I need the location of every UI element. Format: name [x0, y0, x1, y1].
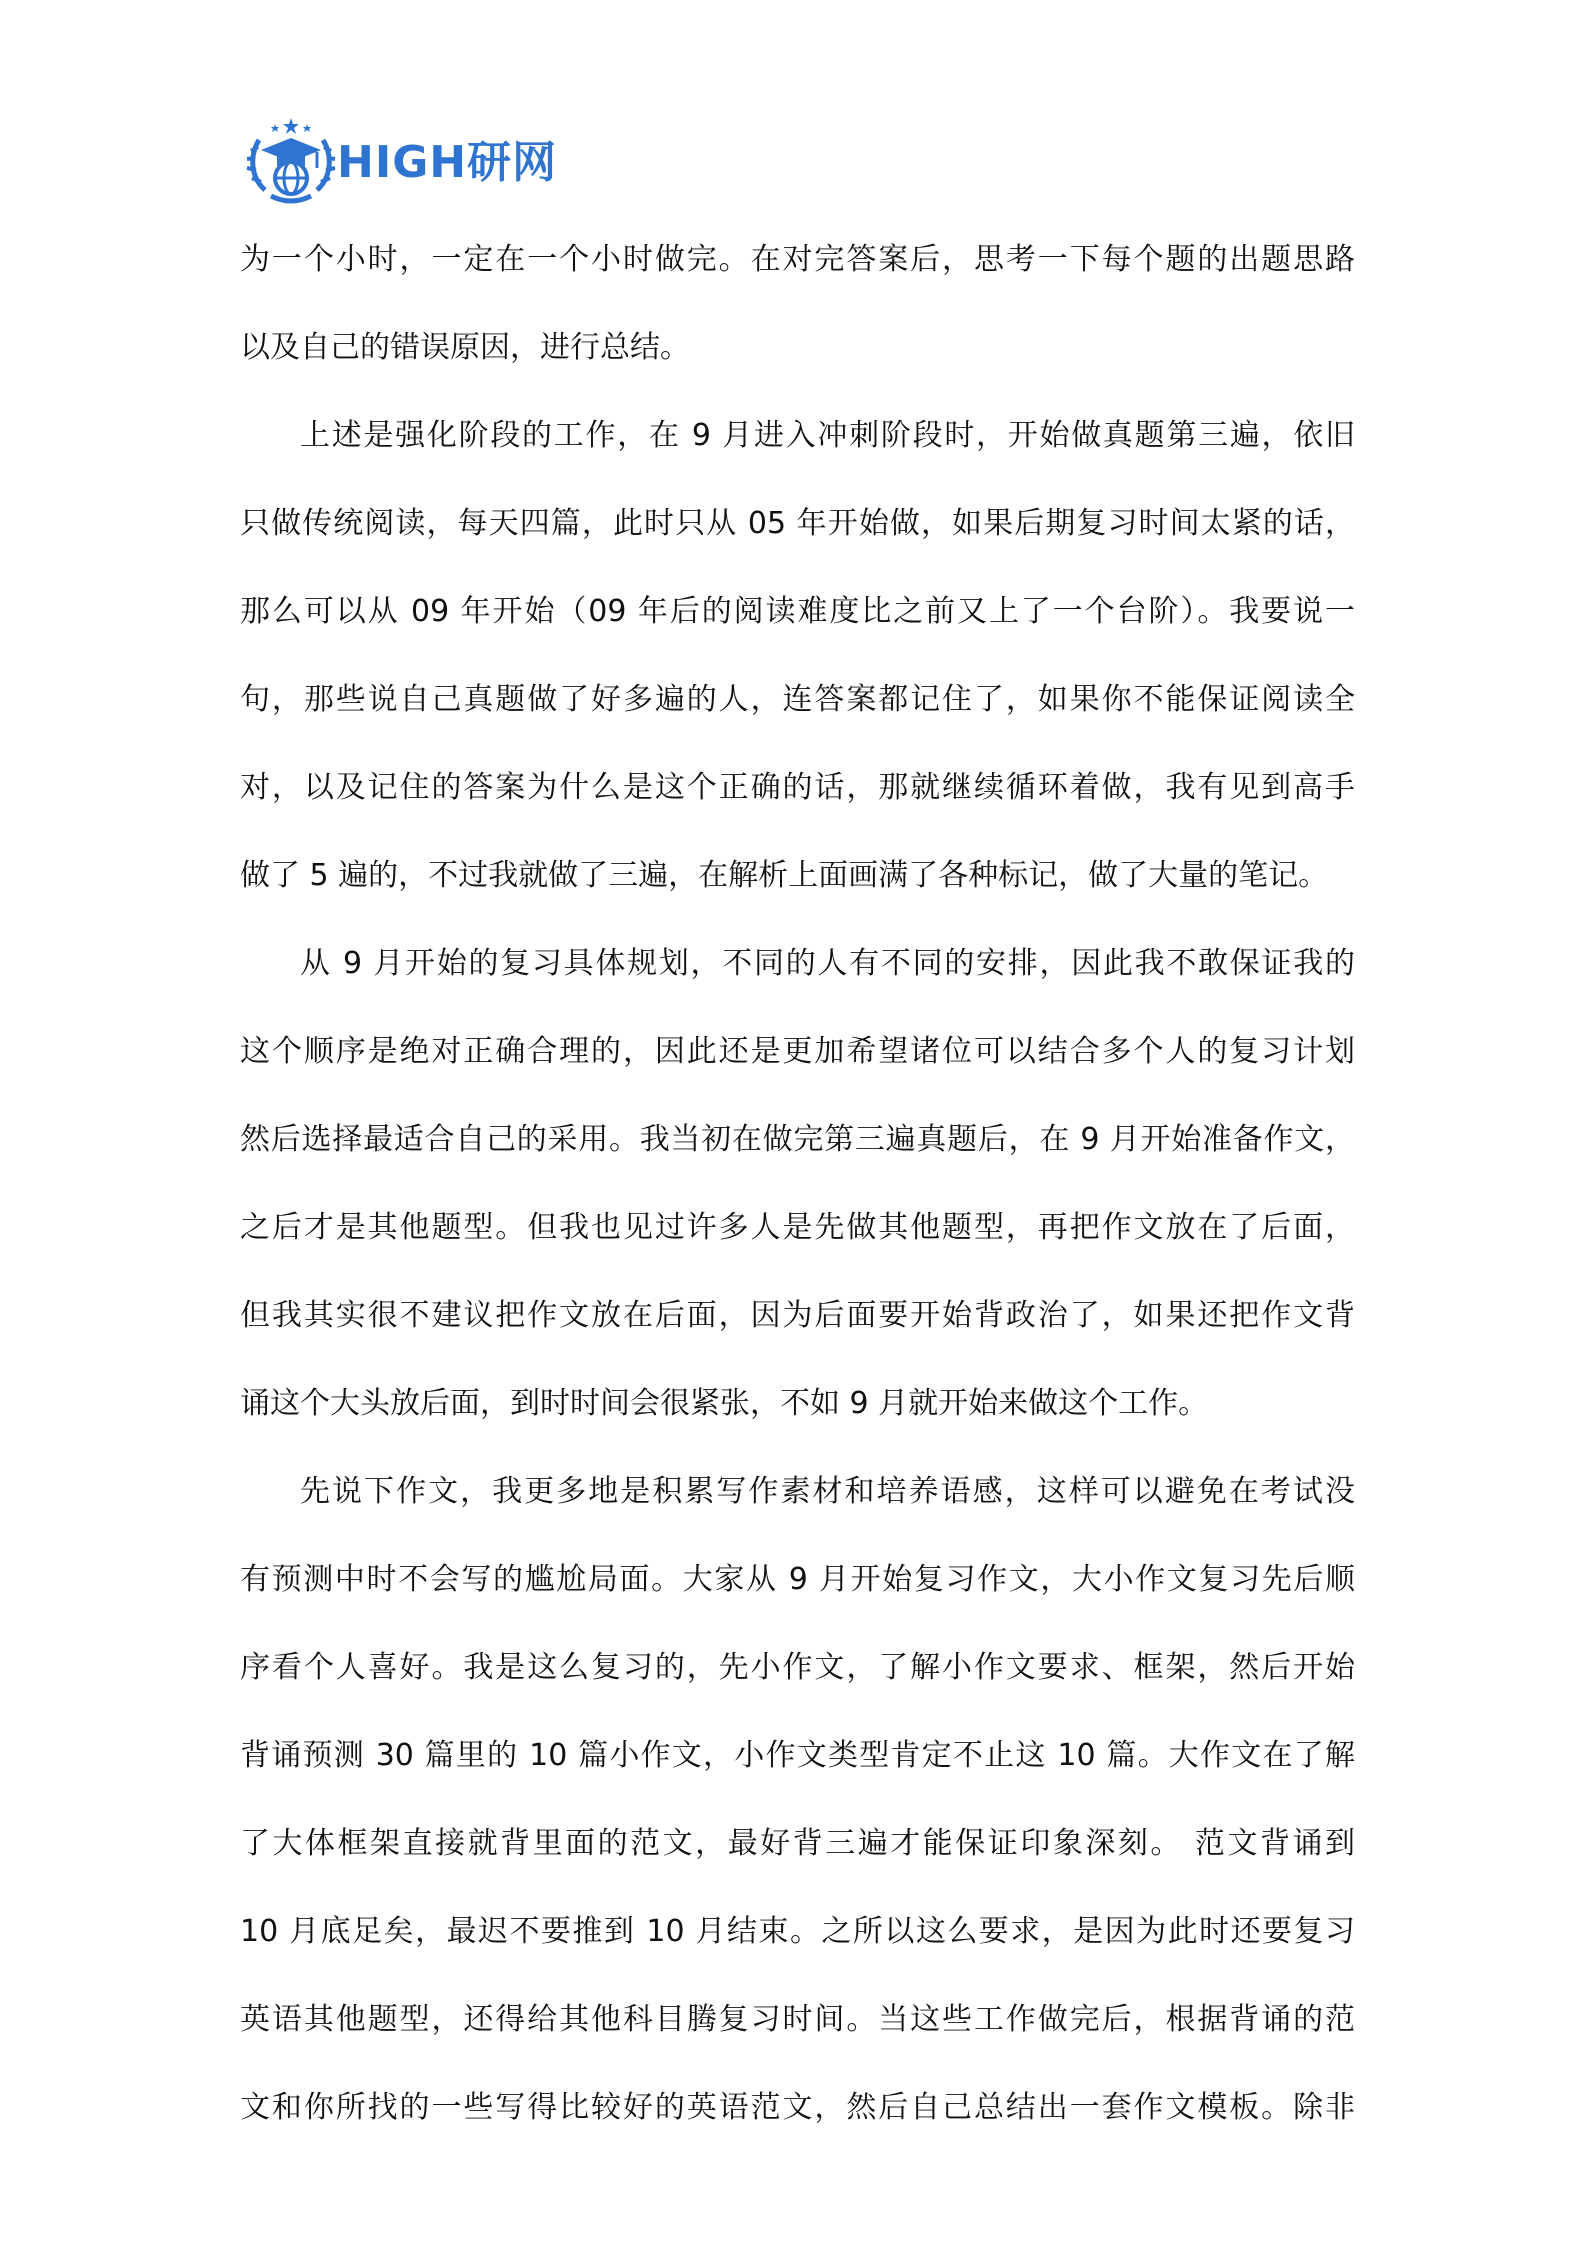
paragraph	[240, 232, 1355, 376]
text-line: 对，以及记住的答案为什么是这个正确的话，那就继续循环着做，我有见到高手	[240, 770, 1355, 805]
document-body	[240, 232, 1355, 2168]
text-line: 以及自己的错误原因，进行总结。	[240, 330, 690, 365]
paragraph	[240, 408, 1355, 904]
text-line: 英语其他题型，还得给其他科目腾复习时间。当这些工作做完后，根据背诵的范	[240, 2002, 1355, 2037]
text-line: 从 9 月开始的复习具体规划，不同的人有不同的安排，因此我不敢保证我的	[300, 946, 1355, 981]
paragraph	[240, 936, 1355, 1432]
text-line: 上述是强化阶段的工作，在 9 月进入冲刺阶段时，开始做真题第三遍，依旧	[300, 418, 1355, 453]
text-line: 只做传统阅读，每天四篇，此时只从 05 年开始做，如果后期复习时间太紧的话，	[240, 506, 1355, 541]
text-line: 诵这个大头放后面，到时时间会很紧张，不如 9 月就开始来做这个工作。	[240, 1386, 1209, 1421]
paragraph	[240, 1464, 1355, 2136]
text-line: 10 月底足矣，最迟不要推到 10 月结束。之所以这么要求，是因为此时还要复习	[240, 1914, 1355, 1949]
text-line: 背诵预测 30 篇里的 10 篇小作文，小作文类型肯定不止这 10 篇。大作文在了解	[240, 1738, 1355, 1773]
text-line: 有预测中时不会写的尴尬局面。大家从 9 月开始复习作文，大小作文复习先后顺	[240, 1562, 1355, 1597]
text-line: 为一个小时，一定在一个小时做完。在对完答案后，思考一下每个题的出题思路	[240, 242, 1355, 277]
text-line: 文和你所找的一些写得比较好的英语范文，然后自己总结出一套作文模板。除非	[240, 2090, 1355, 2125]
text-line: 序看个人喜好。我是这么复习的，先小作文，了解小作文要求、框架，然后开始	[240, 1650, 1355, 1685]
text-line: 了大体框架直接就背里面的范文，最好背三遍才能保证印象深刻。 范文背诵到	[240, 1826, 1355, 1861]
text-line: 句，那些说自己真题做了好多遍的人，连答案都记住了，如果你不能保证阅读全	[240, 682, 1355, 717]
logo	[245, 112, 558, 208]
logo-wordmark: HIGH研网	[337, 137, 558, 188]
text-line: 这个顺序是绝对正确合理的，因此还是更加希望诸位可以结合多个人的复习计划	[240, 1034, 1355, 1069]
graduate-emblem-icon	[245, 112, 337, 208]
text-line: 但我其实很不建议把作文放在后面，因为后面要开始背政治了，如果还把作文背	[240, 1298, 1355, 1333]
text-line: 之后才是其他题型。但我也见过许多人是先做其他题型，再把作文放在了后面，	[240, 1210, 1355, 1245]
text-line: 那么可以从 09 年开始（09 年后的阅读难度比之前又上了一个台阶）。我要说一	[240, 594, 1355, 629]
text-line: 然后选择最适合自己的采用。我当初在做完第三遍真题后，在 9 月开始准备作文，	[240, 1122, 1355, 1157]
text-line: 做了 5 遍的，不过我就做了三遍，在解析上面画满了各种标记，做了大量的笔记。	[240, 858, 1329, 893]
text-line: 先说下作文，我更多地是积累写作素材和培养语感，这样可以避免在考试没	[300, 1474, 1355, 1509]
